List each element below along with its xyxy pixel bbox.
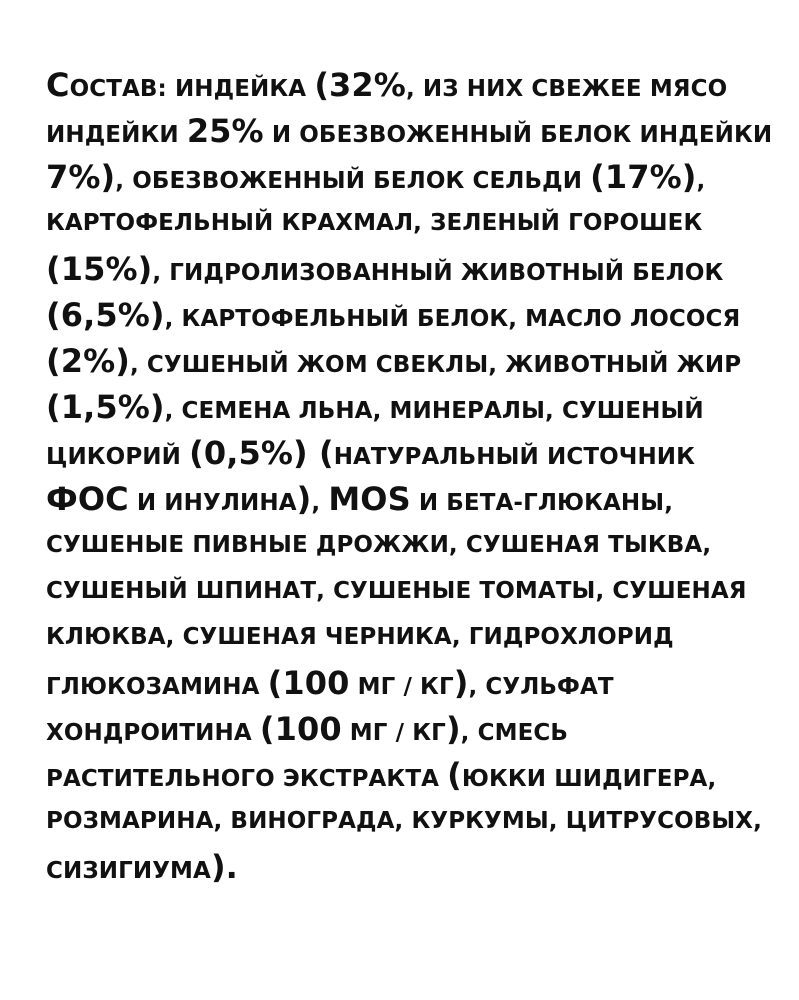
composition-line	[46, 844, 776, 890]
ingredient-text: ИНДЕЙКИ	[46, 122, 187, 148]
composition-line	[46, 200, 776, 246]
composition-line	[46, 430, 776, 476]
ingredient-text: , ГИДРОЛИЗОВАННЫЙ ЖИВОТНЫЙ БЕЛОК	[152, 260, 724, 286]
composition-line	[46, 798, 776, 844]
ingredient-text: И ОБЕЗВОЖЕННЫЙ БЕЛОК ИНДЕЙКИ	[263, 122, 773, 148]
emphasis-text: )	[296, 480, 312, 518]
emphasis-text: 25%	[186, 112, 264, 150]
composition-text	[46, 62, 776, 890]
ingredient-text: И ИНУЛИНА	[128, 490, 297, 516]
ingredient-text: , СУШЕНЫЙ ЖОМ СВЕКЛЫ, ЖИВОТНЫЙ ЖИР	[129, 352, 742, 378]
composition-line	[46, 522, 776, 568]
emphasis-text: ).	[210, 848, 238, 886]
composition-line	[46, 660, 776, 706]
emphasis-text: (17%)	[590, 158, 697, 196]
ingredient-text: ОСТАВ: ИНДЕЙКА	[69, 76, 315, 102]
composition-line	[46, 568, 776, 614]
ingredient-text: КАРТОФЕЛЬНЫЙ КРАХМАЛ, ЗЕЛЕНЫЙ ГОРОШЕК	[46, 210, 703, 236]
ingredient-text: , СМЕСЬ	[460, 720, 569, 746]
emphasis-text: (	[447, 756, 462, 794]
composition-line	[46, 614, 776, 660]
ingredient-text: , ОБЕЗВОЖЕННЫЙ БЕЛОК СЕЛЬДИ	[115, 168, 591, 194]
emphasis-text: (100	[267, 664, 350, 702]
ingredient-text: РАСТИТЕЛЬНОГО ЭКСТРАКТА	[46, 766, 448, 792]
emphasis-text: С	[46, 66, 70, 104]
composition-line	[46, 62, 776, 108]
emphasis-text: (15%)	[46, 250, 153, 288]
emphasis-text: )	[445, 710, 461, 748]
composition-line	[46, 384, 776, 430]
ingredient-text: НАТУРАЛЬНЫЙ ИСТОЧНИК	[333, 444, 696, 470]
ingredient-text: , СЕМЕНА ЛЬНА, МИНЕРАЛЫ, СУШЕНЫЙ	[164, 398, 704, 424]
ingredient-text: ЦИКОРИЙ	[46, 444, 190, 470]
emphasis-text: (2%)	[46, 342, 130, 380]
ingredient-text: И БЕТА-ГЛЮКАНЫ,	[410, 490, 674, 516]
ingredient-text: РОЗМАРИНА, ВИНОГРАДА, КУРКУМЫ, ЦИТРУСОВЫХ,	[46, 808, 762, 834]
emphasis-text: (6,5%)	[46, 296, 165, 334]
ingredient-text: ,	[311, 490, 329, 516]
composition-line	[46, 292, 776, 338]
emphasis-text: ФОС	[46, 480, 129, 518]
ingredient-text: ХОНДРОИТИНА	[46, 720, 260, 746]
ingredient-text: СУШЕНЫЕ ПИВНЫЕ ДРОЖЖИ, СУШЕНАЯ ТЫКВА,	[46, 532, 712, 558]
ingredient-text: КЛЮКВА, СУШЕНАЯ ЧЕРНИКА, ГИДРОХЛОРИД	[46, 624, 674, 650]
composition-line	[46, 108, 776, 154]
ingredient-text: , ИЗ НИХ СВЕЖЕЕ МЯСО	[405, 76, 728, 102]
composition-line	[46, 476, 776, 522]
emphasis-text: MOS	[328, 480, 411, 518]
emphasis-text: (1,5%)	[46, 388, 165, 426]
ingredient-text: ЮККИ ШИДИГЕРА,	[461, 766, 717, 792]
composition-line	[46, 246, 776, 292]
composition-line	[46, 154, 776, 200]
composition-line	[46, 338, 776, 384]
composition-line	[46, 706, 776, 752]
ingredient-text: ,	[696, 168, 706, 194]
composition-line	[46, 752, 776, 798]
emphasis-text: 7%)	[46, 158, 116, 196]
ingredient-text: СИЗИГИУМА	[46, 858, 211, 884]
emphasis-text: (0,5%) (	[189, 434, 334, 472]
ingredient-text: , СУЛЬФАТ	[468, 674, 614, 700]
ingredient-text: МГ / КГ	[341, 720, 446, 746]
emphasis-text: (32%	[314, 66, 406, 104]
ingredient-text: ГЛЮКОЗАМИНА	[46, 674, 268, 700]
ingredient-text: МГ / КГ	[349, 674, 454, 700]
emphasis-text: )	[453, 664, 469, 702]
ingredient-text: , КАРТОФЕЛЬНЫЙ БЕЛОК, МАСЛО ЛОСОСЯ	[164, 306, 741, 332]
ingredient-text: СУШЕНЫЙ ШПИНАТ, СУШЕНЫЕ ТОМАТЫ, СУШЕНАЯ	[46, 578, 747, 604]
emphasis-text: (100	[259, 710, 342, 748]
